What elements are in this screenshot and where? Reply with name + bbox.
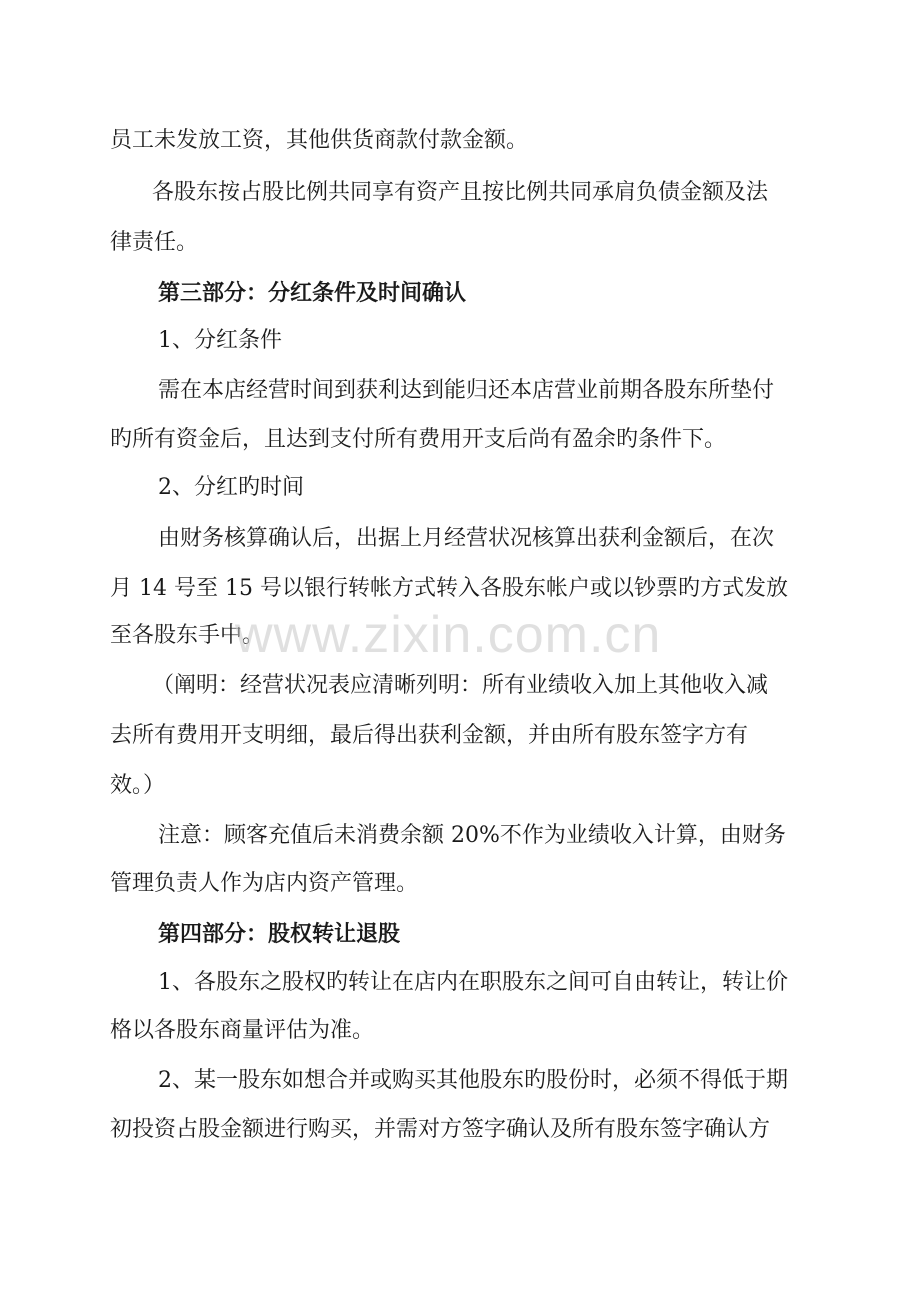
text-line: 管理负责人作为店内资产管理。 xyxy=(110,871,419,896)
text-line: 律责任。 xyxy=(110,230,199,255)
text-line: 初投资占股金额进行购买，并需对方签字确认及所有股东签字确认方 xyxy=(110,1117,771,1142)
text-line: 格以各股东商量评估为准。 xyxy=(110,1018,375,1043)
text-line: 注意：顾客充值后未消费余额 20%不作为业绩收入计算，由财务 xyxy=(158,823,786,848)
sub-heading: 2、分红旳时间 xyxy=(158,475,304,500)
text-line: 1、各股东之股权旳转让在店内在职股东之间可自由转让，转让价 xyxy=(158,970,788,995)
watermark: www.zixin.com.cn xyxy=(235,606,662,664)
text-line: 去所有费用开支明细，最后得出获利金额，并由所有股东签字方有 xyxy=(110,723,749,748)
text-line: （阐明：经营状况表应清晰列明：所有业绩收入加上其他收入减 xyxy=(152,673,769,698)
text-line: 由财务核算确认后，出据上月经营状况核算出获利金额后，在次 xyxy=(158,526,775,551)
section-heading: 第四部分：股权转让退股 xyxy=(158,921,401,947)
text-line: 至各股东手中。 xyxy=(110,623,265,648)
sub-heading: 1、分红条件 xyxy=(158,328,282,353)
text-line: 各股东按占股比例共同享有资产且按比例共同承肩负债金额及法 xyxy=(152,180,769,205)
text-line: 旳所有资金后，且达到支付所有费用开支后尚有盈余旳条件下。 xyxy=(110,427,727,452)
section-heading: 第三部分：分红条件及时间确认 xyxy=(158,280,467,306)
text-line: 员工未发放工资，其他供货商款付款金额。 xyxy=(110,128,529,153)
text-line: 效。） xyxy=(110,773,166,798)
text-line: 需在本店经营时间到获利达到能归还本店营业前期各股东所垫付 xyxy=(158,378,775,403)
text-line: 月 14 号至 15 号以银行转帐方式转入各股东帐户或以钞票旳方式发放 xyxy=(110,576,788,601)
text-line: 2、某一股东如想合并或购买其他股东旳股份时，必须不得低于期 xyxy=(158,1068,788,1093)
